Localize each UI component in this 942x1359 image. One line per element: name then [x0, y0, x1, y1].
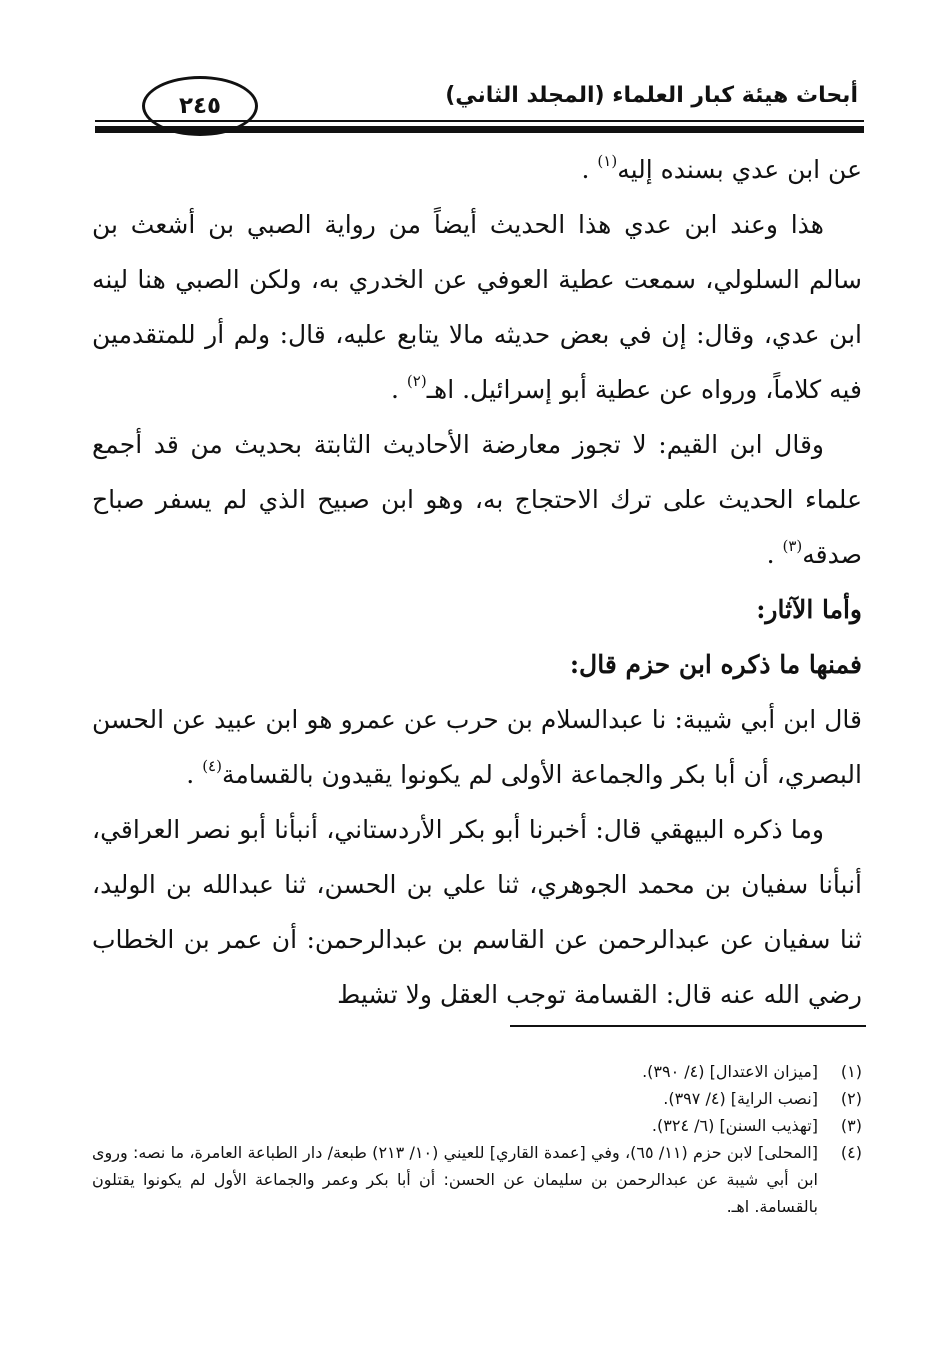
paragraph-4-end: .	[186, 760, 203, 789]
footnote-4-text: [المحلى] لابن حزم (١١/ ٦٥)، وفي [عمدة القاري] للعيني (١٠/ ٢١٣) طبعة/ دار الطباعة العامرة، ما نصه: وروى ابن أبي شيبة عن عبدالرحمن بن سليمان عن الحسن: أن أبا بكر وعمر والجماعة الأول لم يكونوا يقتلون بالقسامة. اهـ.	[92, 1143, 818, 1216]
footnote-ref-2: (٢)	[406, 372, 427, 390]
paragraph-1	[92, 142, 862, 197]
paragraph-3	[92, 417, 862, 582]
header-rule-thick	[95, 126, 864, 133]
footnote-ref-1: (١)	[597, 152, 618, 170]
section-heading-ibn-hazm: فمنها ما ذكره ابن حزم قال:	[569, 650, 862, 679]
footnote-separator	[510, 1025, 866, 1027]
main-text	[92, 142, 862, 1022]
footnotes	[92, 1058, 862, 1220]
footnote-4-number: (٤)	[840, 1143, 862, 1162]
footnote-2-number: (٢)	[840, 1089, 862, 1108]
paragraph-5	[92, 802, 862, 1022]
footnote-3-text: [تهذيب السنن] (٦/ ٣٢٤).	[651, 1116, 818, 1135]
footnote-4	[92, 1139, 862, 1220]
paragraph-2-end: .	[391, 375, 407, 404]
paragraph-1-text: عن ابن عدي بسنده إليه	[617, 155, 862, 184]
footnote-ref-4: (٤)	[202, 757, 222, 775]
footnote-1-text: [ميزان الاعتدال] (٤/ ٣٩٠).	[642, 1062, 818, 1081]
paragraph-4	[92, 692, 862, 802]
footnote-2	[92, 1085, 862, 1112]
running-header-title: أبحاث هيئة كبار العلماء (المجلد الثاني)	[445, 83, 858, 108]
footnote-3	[92, 1112, 862, 1139]
footnote-2-text: [نصب الراية] (٤/ ٣٩٧).	[663, 1089, 818, 1108]
footnote-3-number: (٣)	[840, 1116, 862, 1135]
footnote-1-number: (١)	[840, 1062, 862, 1081]
footnote-1	[92, 1058, 862, 1085]
footnote-ref-3: (٣)	[782, 537, 803, 555]
paragraph-1-end: .	[581, 155, 598, 184]
paragraph-2-text: هذا وعند ابن عدي هذا الحديث أيضاً من رواية الصبي بن أشعث بن سالم السلولي، سمعت عطية العوفي عن الخدري به، ولكن الصبي هنا لينه ابن عدي، وقال: إن في بعض حديثه مالا يتابع عليه، قال: ولم أر للمتقدمين فيه كلاماً، ورواه عن عطية أبو إسرائيل. اهـ	[92, 210, 862, 404]
page-number: ٢٤٥	[178, 93, 222, 119]
header-rule-thin	[95, 120, 864, 122]
paragraph-5-text: وما ذكره البيهقي قال: أخبرنا أبو بكر الأردستاني، أنبأنا أبو نصر العراقي، أنبأنا سفيان بن محمد الجوهري، ثنا علي بن الحسن، ثنا عبدالله بن الوليد، ثنا سفيان عن عبدالرحمن عن القاسم بن عبدالرحمن: أن عمر بن الخطاب رضي الله عنه قال: القسامة توجب العقل ولا تشيط	[92, 815, 862, 1009]
section-heading-athar: وأما الآثار:	[756, 595, 862, 624]
paragraph-3-text: وقال ابن القيم: لا تجوز معارضة الأحاديث الثابتة بحديث من قد أجمع علماء الحديث على ترك الاحتجاج به، وهو ابن صبيح الذي لم يسفر صباح صدقه	[92, 430, 862, 569]
paragraph-2	[92, 197, 862, 417]
paragraph-4-text: قال ابن أبي شيبة: نا عبدالسلام بن حرب عن عمرو هو ابن عبيد عن الحسن البصري، أن أبا بكر والجماعة الأولى لم يكونوا يقيدون بالقسامة	[92, 705, 862, 789]
paragraph-3-end: .	[766, 540, 783, 569]
